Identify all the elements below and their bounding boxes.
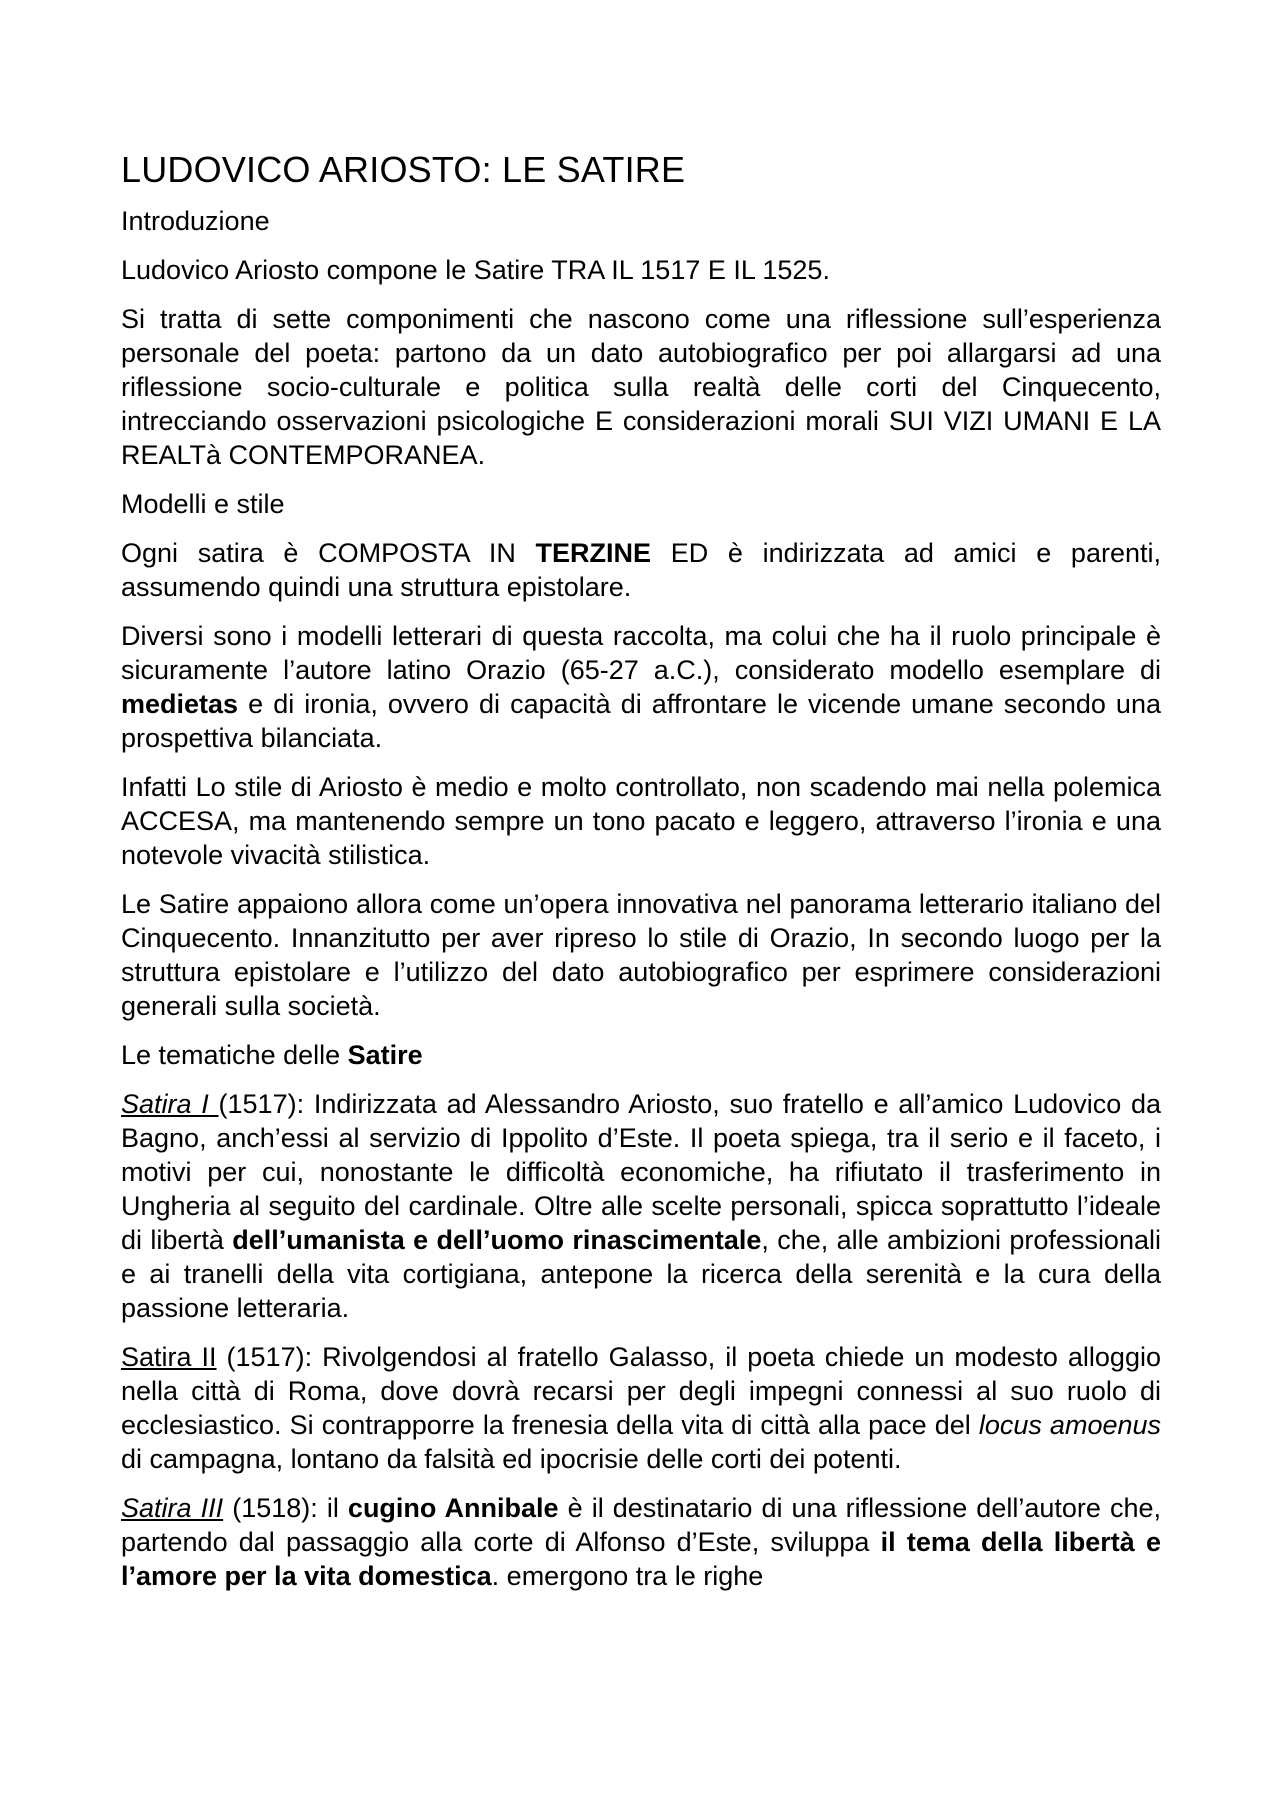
- section-heading-introduzione: Introduzione: [121, 206, 270, 236]
- text-span: (1517): Rivolgendosi al fratello Galasso, il poeta chiede un modesto alloggio nella città di Roma, dove dovrà recarsi per degli impegni connessi al suo ruolo di ecclesiastico. Si contrapporre la frenesia della vita di città alla pace del: [121, 1342, 1161, 1440]
- intro-paragraph-2: Si tratta di sette componimenti che nascono come una riflessione sull’esperienza personale del poeta: partono da un dato autobiografico per poi allargarsi ad una riflessione socio-culturale e politica sulla realtà delle corti del Cinquecento, intrecciando osservazioni psicologiche E considerazioni morali SUI VIZI UMANI E LA REALTà CONTEMPORANEA.: [121, 304, 1161, 470]
- intro-paragraph-1: Ludovico Ariosto compone le Satire TRA IL 1517 E IL 1525.: [121, 255, 830, 285]
- section-heading-modelli: Modelli e stile: [121, 489, 285, 519]
- text-span: . emergono tra le righe: [491, 1561, 764, 1591]
- models-paragraph-1: [121, 536, 1161, 604]
- text-span: di campagna, lontano da falsità ed ipocrisie delle corti dei potenti.: [121, 1444, 902, 1474]
- document-page: [121, 150, 1161, 1608]
- bold-term-liberta: il tema della libertà e l’amore per la vita domestica: [121, 1527, 1161, 1591]
- text-span: è il destinatario di una riflessione dell’autore che, partendo dal passaggio alla corte di Alfonso d’Este, sviluppa: [121, 1493, 1161, 1557]
- models-paragraph-2: [121, 619, 1161, 755]
- satira-2-paragraph: [121, 1340, 1161, 1476]
- text-span: Diversi sono i modelli letterari di questa raccolta, ma colui che ha il ruolo principale è sicuramente l’autore latino Orazio (65-27 a.C.), considerato modello esemplare di: [121, 621, 1161, 685]
- bold-term-medietas: medietas: [121, 689, 239, 719]
- satira-1-paragraph: [121, 1087, 1161, 1325]
- text-span: , che, alle ambizioni professionali e ai tranelli della vita cortigiana, antepone la ricerca della serenità e la cura della passione letteraria.: [121, 1225, 1161, 1323]
- text-span: Le tematiche delle: [121, 1040, 348, 1070]
- satira-3-paragraph: [121, 1491, 1161, 1593]
- satira-3-label: Satira III: [121, 1493, 224, 1523]
- bold-term-satire: Satire: [347, 1040, 423, 1070]
- satira-2-label: Satira II: [121, 1342, 217, 1372]
- document-title: LUDOVICO ARIOSTO: LE SATIRE: [121, 149, 686, 190]
- section-heading-tematiche: [121, 1038, 1161, 1072]
- satira-1-label: Satira I: [121, 1089, 219, 1119]
- bold-term-cugino-annibale: cugino Annibale: [347, 1493, 559, 1523]
- models-paragraph-3: Infatti Lo stile di Ariosto è medio e molto controllato, non scadendo mai nella polemica ACCESA, ma mantenendo sempre un tono pacato e leggero, attraverso l’ironia e una notevole vivacità stilistica.: [121, 772, 1161, 870]
- bold-term-terzine: TERZINE: [535, 538, 652, 568]
- text-span: ED è indirizzata ad amici e parenti, assumendo quindi una struttura epistolare.: [121, 538, 1161, 602]
- text-span: e di ironia, ovvero di capacità di affrontare le vicende umane secondo una prospettiva bilanciata.: [121, 689, 1161, 753]
- bold-term-umanista: dell’umanista e dell’uomo rinascimentale: [232, 1225, 762, 1255]
- text-span: (1518): il: [223, 1493, 348, 1523]
- text-span: Ogni satira è COMPOSTA IN: [121, 538, 536, 568]
- models-paragraph-4: Le Satire appaiono allora come un’opera innovativa nel panorama letterario italiano del Cinquecento. Innanzitutto per aver ripreso lo stile di Orazio, In secondo luogo per la struttura epistolare e l’utilizzo del dato autobiografico per esprimere considerazioni generali sulla società.: [121, 889, 1161, 1021]
- text-span: (1517): Indirizzata ad Alessandro Ariosto, suo fratello e all’amico Ludovico da Bagno, anch’essi al servizio di Ippolito d’Este. Il poeta spiega, tra il serio e il faceto, i motivi per cui, nonostante le difficoltà economiche, ha rifiutato il trasferimento in Ungheria al seguito del cardinale. Oltre alle scelte personali, spicca soprattutto l’ideale di libertà: [121, 1089, 1161, 1255]
- italic-term-locus-amoenus: locus amoenus: [978, 1410, 1162, 1440]
